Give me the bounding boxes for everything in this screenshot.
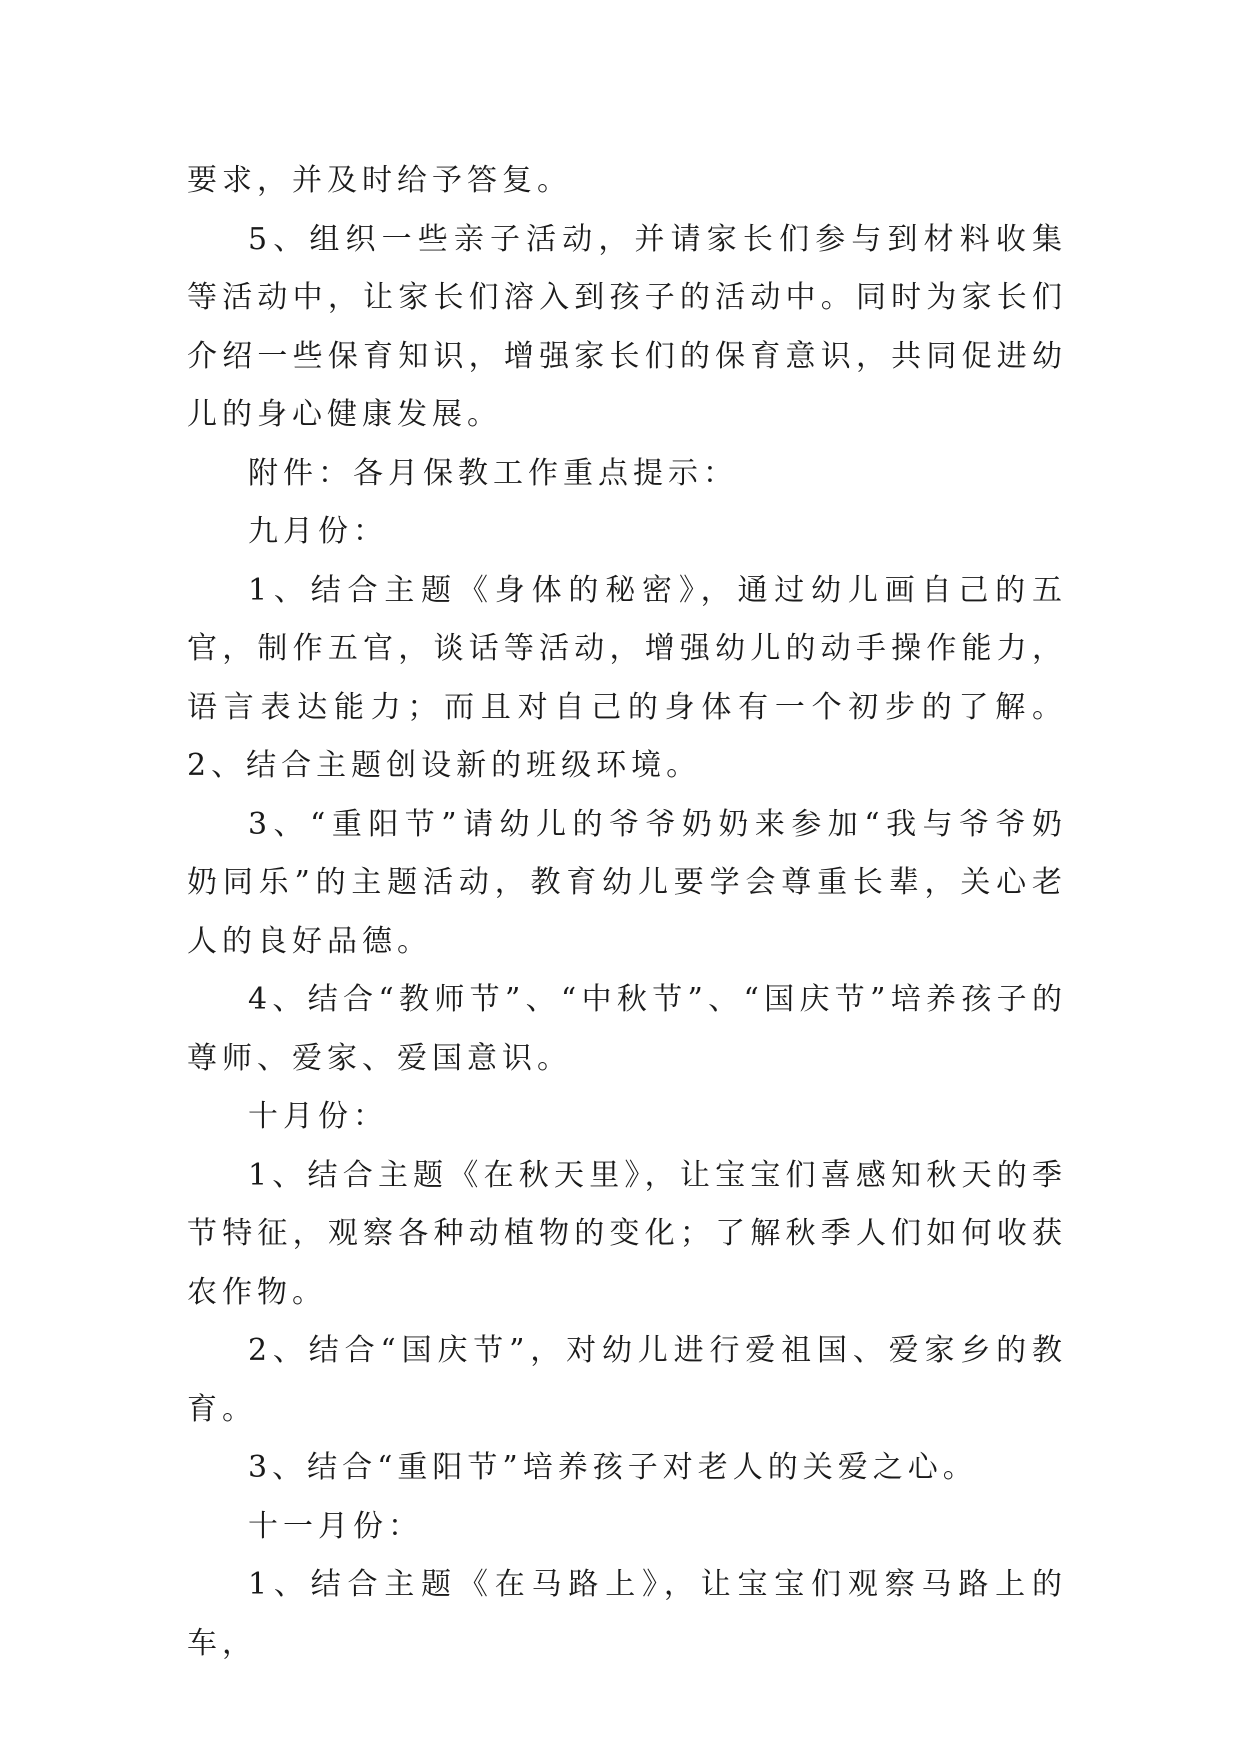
paragraph-september-heading: 九月份： <box>248 514 388 549</box>
paragraph-item-5-parent-activities: 5、组织一些亲子活动，并请家长们参与到材料收集等活动中，让家长们溶入到孩子的活动中。同时为家长们介绍一些保育知识，增强家长们的保育意识，共同促进幼儿的身心健康发展。 <box>187 221 1067 432</box>
paragraph-request-reply: 要求，并及时给予答复。 <box>187 163 572 198</box>
paragraph-november-item-1: 1、结合主题《在马路上》，让宝宝们观察马路上的车， <box>187 1567 1067 1661</box>
paragraph-appendix-heading: 附件：各月保教工作重点提示： <box>248 455 738 491</box>
paragraph-october-item-1: 1、结合主题《在秋天里》，让宝宝们喜感知秋天的季节特征，观察各种动植物的变化；了解秋季人们如何收获农作物。 <box>187 1157 1067 1310</box>
paragraph-september-item-3: 3、“重阳节”请幼儿的爷爷奶奶来参加“我与爷爷奶奶同乐”的主题活动，教育幼儿要学会尊重长辈，关心老人的良好品德。 <box>187 806 1067 959</box>
paragraph-september-item-1: 1、结合主题《身体的秘密》，通过幼儿画自己的五官，制作五官，谈话等活动，增强幼儿的动手操作能力，语言表达能力；而且对自己的身体有一个初步的了解。2、结合主题创设新的班级环境。 <box>187 572 1067 783</box>
paragraph-october-heading: 十月份： <box>248 1099 388 1134</box>
paragraph-september-item-4: 4、结合“教师节”、“中秋节”、“国庆节”培养孩子的尊师、爱家、爱国意识。 <box>187 982 1067 1076</box>
document-body <box>187 152 1067 1673</box>
paragraph-october-item-3: 3、结合“重阳节”培养孩子对老人的关爱之心。 <box>248 1450 978 1485</box>
paragraph-october-item-2: 2、结合“国庆节”，对幼儿进行爱祖国、爱家乡的教育。 <box>187 1333 1067 1427</box>
paragraph-november-heading: 十一月份： <box>248 1508 423 1544</box>
